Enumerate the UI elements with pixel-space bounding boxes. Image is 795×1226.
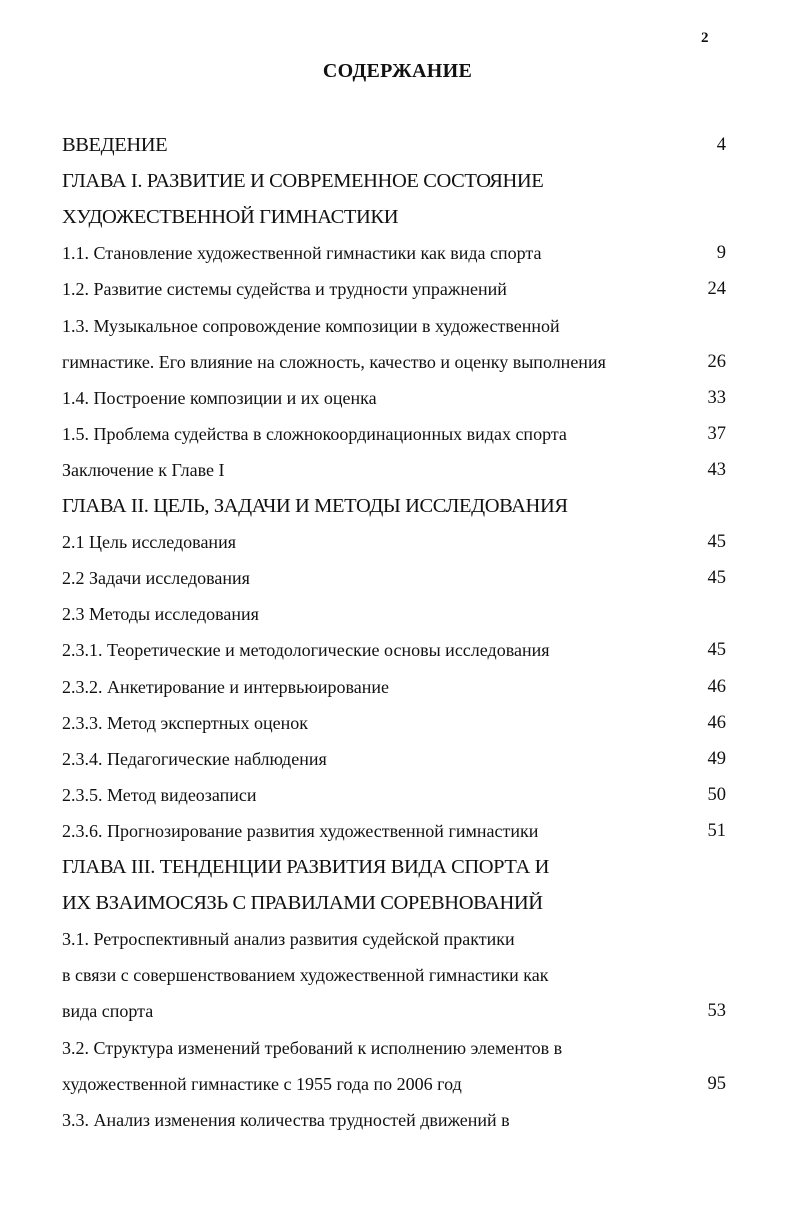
- toc-entry: [62, 238, 726, 268]
- toc-entry-title: 1.5. Проблема судейства в сложнокоординационных видах спорта: [62, 423, 567, 444]
- toc-entry-title: ИХ ВЗАИМОСЯЗЬ С ПРАВИЛАМИ СОРЕВНОВАНИЙ: [62, 892, 543, 915]
- toc-entry: [62, 527, 726, 557]
- toc-entry-title: 2.3.6. Прогнозирование развития художественной гимнастики: [62, 820, 539, 841]
- toc-entry-title: 2.3.1. Теоретические и методологические основы исследования: [62, 640, 550, 661]
- toc-entry-page: 4: [716, 135, 726, 155]
- toc-entry-title: в связи с совершенствованием художественной гимнастики как: [62, 965, 549, 986]
- toc-entry: [62, 347, 726, 377]
- toc-entry: [62, 599, 726, 629]
- toc-entry-title: Заключение к Главе I: [62, 459, 225, 480]
- toc-entry: [62, 852, 726, 882]
- toc-entry: [62, 455, 726, 485]
- toc-entry-page: 45: [707, 532, 726, 553]
- toc-entry-page: 43: [707, 459, 726, 480]
- toc-entry-title: 2.2 Задачи исследования: [62, 568, 250, 589]
- toc-entry: [62, 780, 726, 810]
- toc-entry: [62, 888, 726, 918]
- toc-entry: [62, 635, 726, 665]
- toc-entry: [62, 202, 726, 232]
- toc-entry-title: 1.3. Музыкальное сопровождение композиции в художественной: [62, 315, 560, 336]
- toc-entry-page: 37: [707, 423, 726, 444]
- toc-entry-page: 24: [707, 279, 726, 300]
- toc-entry: [62, 1105, 726, 1135]
- toc-entry-page: 46: [707, 676, 726, 697]
- toc-entry: [62, 672, 726, 702]
- toc-entry-title: гимнастике. Его влияние на сложность, качество и оценку выполнения: [62, 351, 606, 372]
- toc-entry-title: 2.3.5. Метод видеозаписи: [62, 784, 257, 805]
- toc-entry-page: 26: [707, 351, 726, 372]
- toc-entry-page: 45: [707, 640, 726, 661]
- toc-entry-page: 49: [707, 748, 726, 769]
- toc-entry-title: вида спорта: [62, 1001, 154, 1022]
- toc-entry-title: ВВЕДЕНИЕ: [62, 134, 168, 156]
- toc-entry-title: 2.3 Методы исследования: [62, 604, 259, 625]
- toc-entry: [62, 130, 726, 160]
- toc-entry-title: 2.3.2. Анкетирование и интервьюирование: [62, 676, 389, 697]
- toc-entry: [62, 996, 726, 1026]
- toc-entry-title: ГЛАВА I. РАЗВИТИЕ И СОВРЕМЕННОЕ СОСТОЯНИЕ: [62, 170, 544, 193]
- toc-entry: [62, 708, 726, 738]
- toc-entry: [62, 924, 726, 954]
- toc-entry-page: 95: [707, 1073, 726, 1094]
- toc-entry: [62, 491, 726, 521]
- page-title: СОДЕРЖАНИЕ: [322, 60, 473, 82]
- toc-entry-title: 2.3.4. Педагогические наблюдения: [62, 748, 327, 769]
- toc-entry: [62, 1069, 726, 1099]
- toc-entry-title: 2.3.3. Метод экспертных оценок: [62, 712, 309, 733]
- toc-entry-page: 46: [707, 712, 726, 733]
- toc-entry-title: 2.1 Цель исследования: [62, 532, 236, 553]
- toc-entry-page: 50: [707, 784, 726, 805]
- toc-entry: [62, 1033, 726, 1063]
- toc-entry-page: 45: [707, 568, 726, 589]
- toc-entry: [62, 816, 726, 846]
- toc-entry-title: ГЛАВА III. ТЕНДЕНЦИИ РАЗВИТИЯ ВИДА СПОРТА И: [62, 856, 550, 878]
- toc-entry-title: 1.2. Развитие системы судейства и трудности упражнений: [62, 279, 507, 300]
- toc-entry-page: 51: [707, 820, 726, 841]
- toc-entry-title: ХУДОЖЕСТВЕННОЙ ГИМНАСТИКИ: [62, 206, 399, 229]
- toc-entry-title: 3.1. Ретроспективный анализ развития судейской практики: [62, 929, 515, 950]
- toc-entry: [62, 960, 726, 990]
- toc-entry-page: 53: [707, 1001, 726, 1022]
- toc-entry-title: ГЛАВА II. ЦЕЛЬ, ЗАДАЧИ И МЕТОДЫ ИССЛЕДОВАНИЯ: [62, 495, 568, 517]
- toc-entry-title: 3.3. Анализ изменения количества трудностей движений в: [62, 1109, 510, 1130]
- toc-entry: [62, 166, 726, 196]
- toc-entry-title: 1.4. Построение композиции и их оценка: [62, 387, 377, 408]
- toc-entry: [62, 744, 726, 774]
- toc-entry-page: 33: [707, 387, 726, 408]
- toc-entry: [62, 419, 726, 449]
- toc-entry-title: 3.2. Структура изменений требований к исполнению элементов в: [62, 1037, 563, 1058]
- toc-entry-title: 1.1. Становление художественной гимнастики как вида спорта: [62, 243, 542, 264]
- toc-entry: [62, 311, 726, 341]
- toc-entry: [62, 563, 726, 593]
- toc-entry: [62, 383, 726, 413]
- toc-entry-page: 9: [716, 243, 726, 264]
- toc-entry-title: художественной гимнастике с 1955 года по 2006 год: [62, 1073, 462, 1094]
- toc-entry: [62, 274, 726, 304]
- page-number: 2: [701, 30, 709, 46]
